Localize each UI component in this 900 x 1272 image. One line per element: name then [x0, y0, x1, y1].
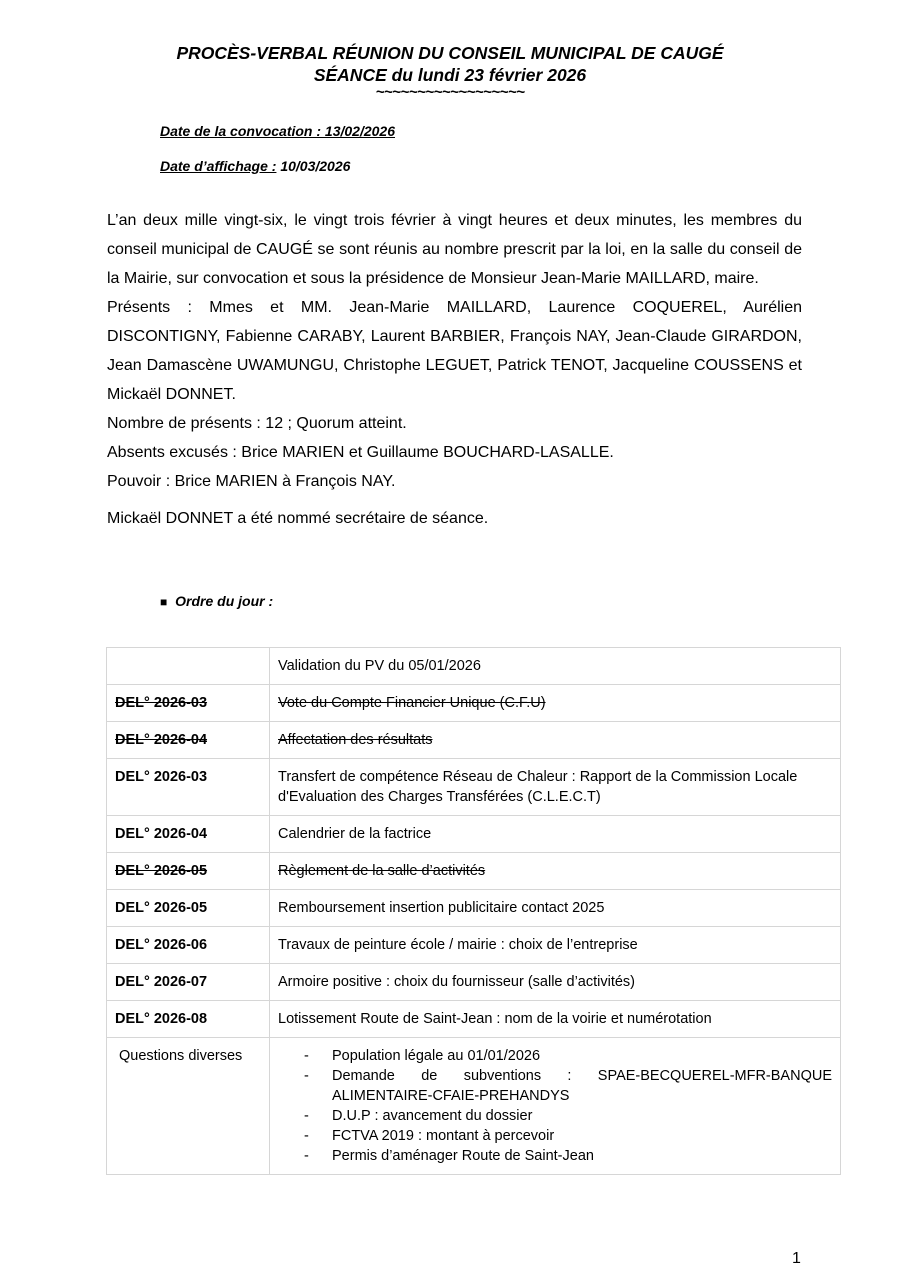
list-item: - Demande de subventions : SPAE-BECQUEREL-MFR-BANQUE ALIMENTAIRE-CFAIE-PREHANDYS: [332, 1066, 832, 1106]
agenda-item-text: Calendrier de la factrice: [270, 816, 841, 853]
deliberation-number: DEL° 2026-03: [107, 685, 270, 722]
deliberation-number: DEL° 2026-05: [107, 890, 270, 927]
page-number: 1: [792, 1250, 801, 1267]
deliberation-number: [107, 648, 270, 685]
list-item: - FCTVA 2019 : montant à percevoir: [332, 1126, 832, 1146]
agenda-item-text: Lotissement Route de Saint-Jean : nom de la voirie et numérotation: [270, 1001, 841, 1038]
ordre-du-jour-label: Ordre du jour :: [175, 593, 274, 609]
table-row-struck: [107, 853, 841, 890]
table-row: [107, 816, 841, 853]
agenda-item-text: Vote du Compte Financier Unique (C.F.U): [270, 685, 841, 722]
questions-diverses-cell: [270, 1038, 841, 1175]
table-row-struck: [107, 685, 841, 722]
agenda-table: [106, 647, 841, 1175]
title-line-1: PROCÈS-VERBAL RÉUNION DU CONSEIL MUNICIPAL DE CAUGÉ: [176, 43, 724, 63]
deliberation-number: DEL° 2026-05: [107, 853, 270, 890]
deliberation-number: DEL° 2026-08: [107, 1001, 270, 1038]
table-row: [107, 890, 841, 927]
table-row: [107, 964, 841, 1001]
deliberation-number: DEL° 2026-04: [107, 722, 270, 759]
agenda-item-text: Remboursement insertion publicitaire contact 2025: [270, 890, 841, 927]
agenda-item-text: Validation du PV du 05/01/2026: [270, 648, 841, 685]
list-item: - Permis d’aménager Route de Saint-Jean: [332, 1146, 832, 1166]
affichage-label: Date d’affichage :: [160, 158, 277, 174]
opening-paragraph: L’an deux mille vingt-six, le vingt trois février à vingt heures et deux minutes, les membres du conseil municipal de CAUGÉ se sont réunis au nombre prescrit par la loi, en la salle du conseil de la Mairie, sur convocation et sous la présidence de Monsieur Jean-Marie MAILLARD, maire.: [107, 212, 802, 287]
nombre-presents: Nombre de présents : 12 ; Quorum atteint.: [107, 415, 407, 432]
deliberation-number: DEL° 2026-03: [107, 759, 270, 816]
agenda-item-text: Affectation des résultats: [270, 722, 841, 759]
secretaire: Mickaël DONNET a été nommé secrétaire de séance.: [107, 510, 489, 527]
agenda-item-text: Règlement de la salle d’activités: [270, 853, 841, 890]
convocation-date: [160, 123, 395, 139]
title-line-2: SÉANCE du lundi 23 février 2026: [313, 65, 587, 85]
agenda-item-text: Transfert de compétence Réseau de Chaleur : Rapport de la Commission Locale d'Evaluation des Charges Transférées (C.L.E.C.T): [270, 759, 841, 816]
convocation-label: Date de la convocation : 13/02/2026: [160, 123, 395, 139]
table-row-struck: [107, 722, 841, 759]
pouvoir: Pouvoir : Brice MARIEN à François NAY.: [107, 473, 396, 490]
affichage-date: [160, 158, 350, 174]
table-row: [107, 927, 841, 964]
agenda-item-text: Travaux de peinture école / mairie : choix de l’entreprise: [270, 927, 841, 964]
ordre-du-jour-heading: [160, 593, 273, 609]
absents-excuses: Absents excusés : Brice MARIEN et Guillaume BOUCHARD-LASALLE.: [107, 444, 614, 461]
table-row: [107, 648, 841, 685]
agenda-item-text: Armoire positive : choix du fournisseur (salle d’activités): [270, 964, 841, 1001]
square-bullet-icon: ■: [160, 595, 168, 609]
list-item: - Population légale au 01/01/2026: [332, 1046, 832, 1066]
document-title: [0, 42, 900, 100]
table-row: [107, 759, 841, 816]
list-item: - D.U.P : avancement du dossier: [332, 1106, 832, 1126]
intro-section: [107, 206, 802, 533]
questions-diverses-row: [107, 1038, 841, 1175]
questions-diverses-list: [278, 1046, 832, 1166]
deliberation-number: DEL° 2026-07: [107, 964, 270, 1001]
affichage-value: 10/03/2026: [276, 158, 351, 174]
deliberation-number: DEL° 2026-06: [107, 927, 270, 964]
table-row: [107, 1001, 841, 1038]
deliberation-number: DEL° 2026-04: [107, 816, 270, 853]
questions-diverses-label: Questions diverses: [107, 1038, 270, 1175]
title-separator: ~~~~~~~~~~~~~~~~~~: [375, 84, 525, 101]
presents-paragraph: Présents : Mmes et MM. Jean-Marie MAILLARD, Laurence COQUEREL, Aurélien DISCONTIGNY, Fabienne CARABY, Laurent BARBIER, François NAY, Jean-Claude GIRARDON, Jean Damascène UWAMUNGU, Christophe LEGUET, Patrick TENOT, Jacqueline COUSSENS et Mickaël DONNET.: [107, 299, 802, 403]
